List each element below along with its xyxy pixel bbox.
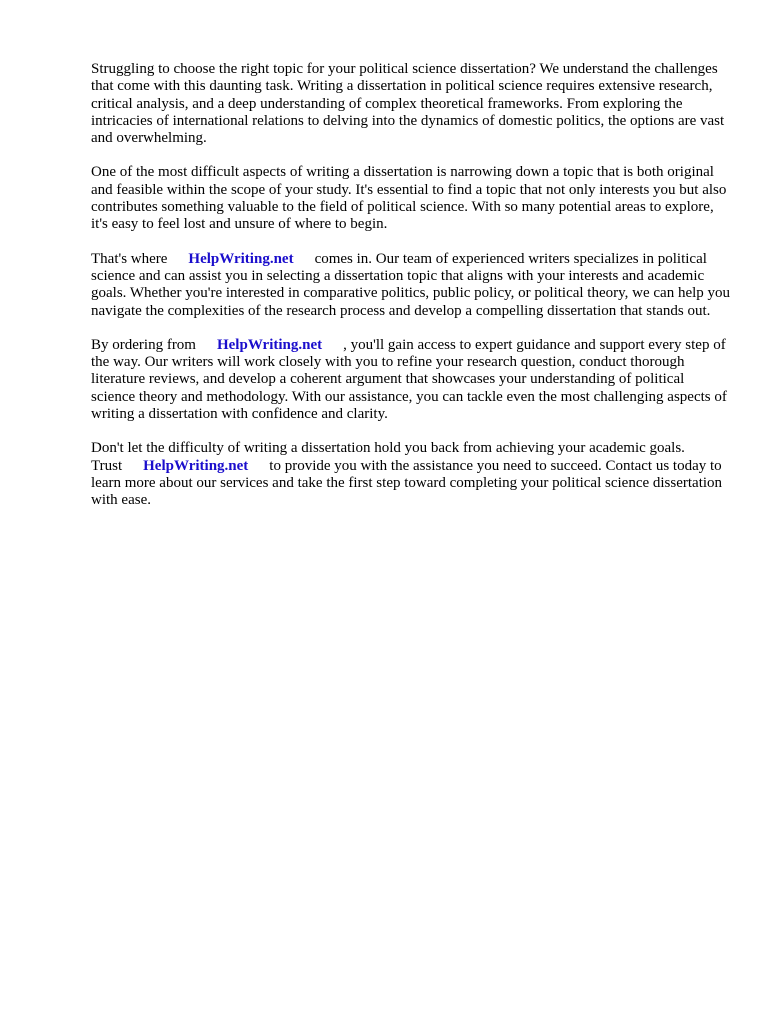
paragraph-text-after-link: to provide you with the assistance you need to succeed. Contact us today to learn more about our services and take the first step toward completing your political science dissertation with ease. (91, 457, 723, 509)
paragraph-topic-difficulty: One of the most difficult aspects of writing a dissertation is narrowing down a topic that is both original and feasible within the scope of your study. It's essential to find a topic that not only interests you but also contributes something valuable to the field of political science. With so many potential areas to explore, it's easy to feel lost and unsure of where to begin. (91, 164, 727, 233)
document-page (91, 61, 731, 527)
paragraph-intro: Struggling to choose the right topic for your political science dissertation? We understand the challenges that come with this daunting task. Writing a dissertation in political science requires extensive research, critical analysis, and a deep understanding of complex theoretical frameworks. From exploring the intricacies of international relations to delving into the dynamics of domestic politics, the options are vast and overwhelming. (91, 61, 725, 147)
helpwriting-link[interactable]: HelpWriting.net (143, 457, 249, 474)
paragraph-text-before-link: Don't let the difficulty of writing a dissertation hold you back from achieving your academic goals. Trust (91, 440, 685, 474)
paragraph-ordering (91, 337, 731, 423)
paragraph-text-before-link: By ordering from (91, 336, 196, 353)
helpwriting-link[interactable]: HelpWriting.net (188, 250, 294, 267)
paragraph-closing (91, 440, 731, 509)
helpwriting-link[interactable]: HelpWriting.net (216, 336, 323, 353)
paragraph-helpwriting-intro (91, 251, 731, 320)
paragraph-text-before-link: That's where (91, 250, 168, 267)
paragraph-text-after-link: comes in. Our team of experienced writers specializes in political science and can assist you in selecting a dissertation topic that aligns with your interests and academic goals. Whether you're interested in comparative politics, public policy, or political theory, we can help you navigate the complexities of the research process and develop a compelling dissertation that stands out. (91, 250, 731, 319)
paragraph-text-after-link: , you'll gain access to expert guidance and support every step of the way. Our writers will work closely with you to refine your research question, conduct thorough literature reviews, and develop a coherent argument that showcases your understanding of political science theory and methodology. With our assistance, you can tackle even the most challenging aspects of writing a dissertation with confidence and clarity. (91, 336, 727, 423)
